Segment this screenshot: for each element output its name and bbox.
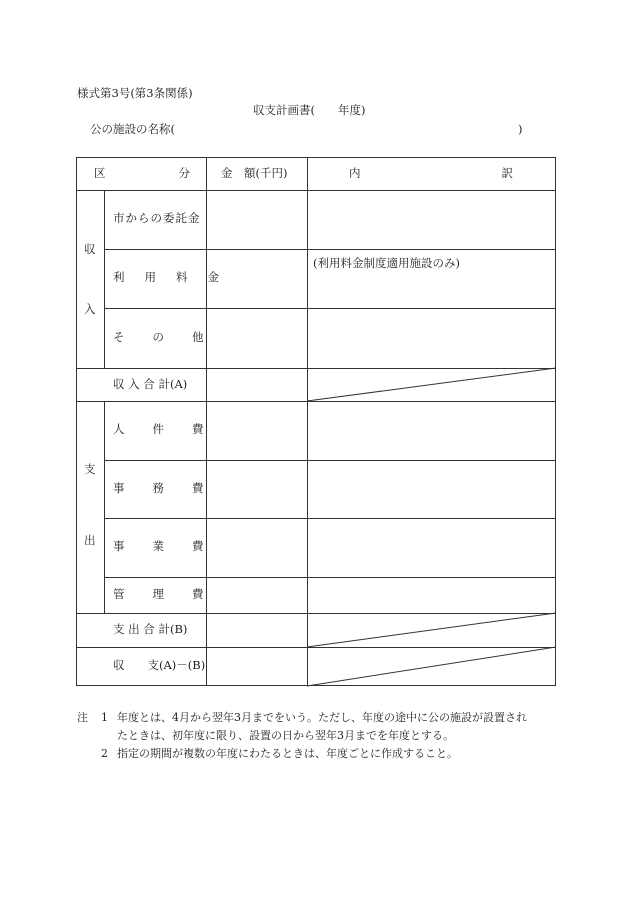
document-title: 収支計画書( 年度): [253, 103, 366, 117]
header-amount: 金 額(千円): [221, 166, 288, 180]
expense-total-label: 支 出 合 計(B): [113, 622, 188, 636]
form-number: 様式第3号(第3条関係): [77, 86, 193, 100]
header-breakdown: 内 訳: [349, 166, 513, 180]
expense-row-label: 事務費: [113, 481, 232, 495]
note-text: 年度とは、4月から翌年3月までをいう。ただし、年度の途中に公の施設が設置され: [117, 711, 527, 724]
expense-row-label: 管理費: [113, 587, 232, 601]
expense-group-char2: 出: [84, 533, 96, 547]
note-text: 指定の期間が複数の年度にわたるときは、年度ごとに作成すること。: [117, 747, 458, 760]
note-text-continued: たときは、初年度に限り、設置の日から翌年3月までを年度とする。: [117, 729, 454, 742]
header-category: 区 分: [94, 166, 190, 180]
note-number: 1: [101, 711, 108, 724]
facility-name-close: ): [518, 122, 523, 136]
income-row-label: その他: [113, 330, 232, 344]
expense-row-label: 人件費: [113, 422, 232, 436]
expense-row-label: 事業費: [113, 539, 232, 553]
income-row-label: 利用料金: [113, 270, 239, 284]
income-row-detail: (利用料金制度適用施設のみ): [313, 256, 460, 270]
income-total-label: 収 入 合 計(A): [113, 377, 188, 391]
income-row-label: 市からの委託金: [113, 211, 201, 225]
notes-prefix: 注: [77, 711, 88, 724]
income-group-char1: 収: [84, 242, 96, 256]
note-number: 2: [101, 747, 108, 760]
income-group-char2: 入: [84, 302, 96, 316]
facility-name-label: 公の施設の名称(: [90, 122, 175, 136]
balance-label: 収 支(A)－(B): [113, 658, 206, 672]
expense-group-char1: 支: [84, 462, 96, 476]
